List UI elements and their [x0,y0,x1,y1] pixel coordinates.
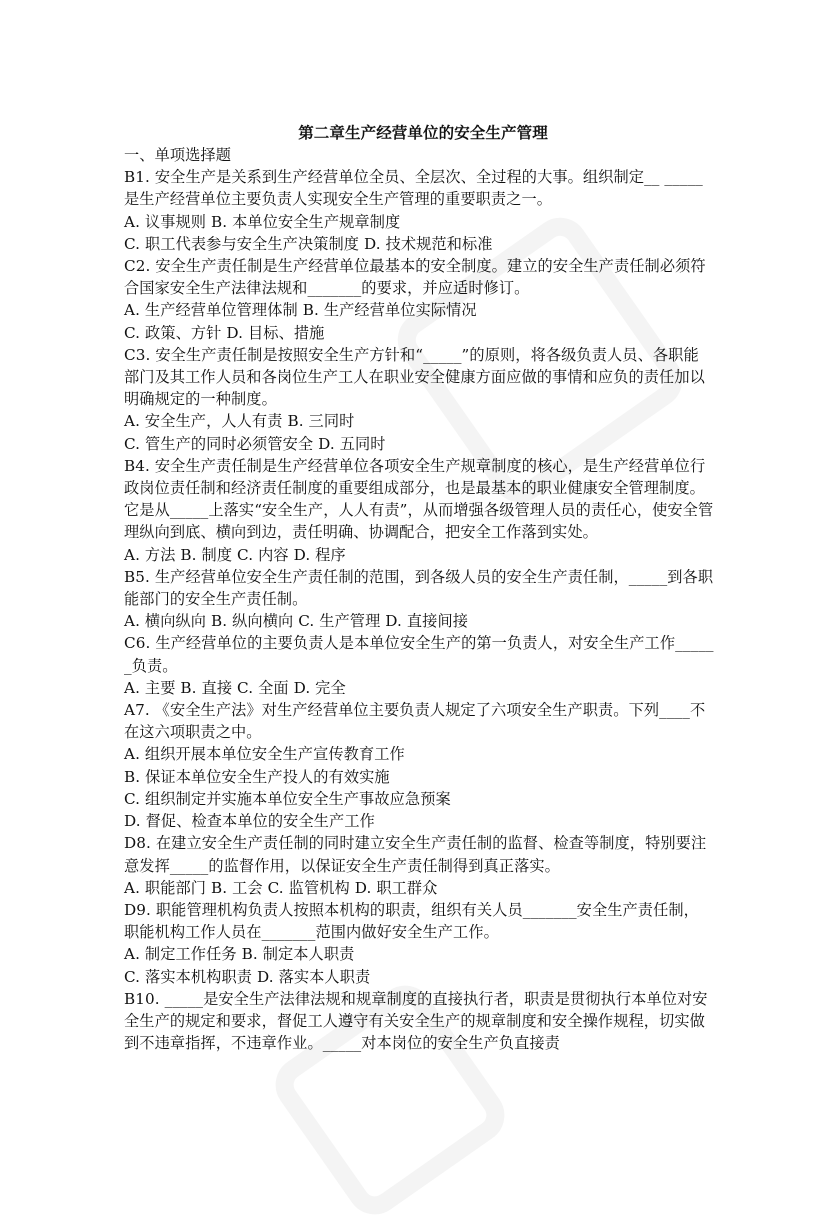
option-line: B. 保证本单位安全生产投人的有效实施 [124,767,390,786]
option-line: C. 落实本机构职责 D. 落实本人职责 [124,967,371,986]
option-line: A. 议事规则 B. 本单位安全生产规章制度 [124,212,401,231]
option-line: A. 方法 B. 制度 C. 内容 D. 程序 [124,545,346,564]
question-d9: D9. 职能管理机构负责人按照本机构的职责，组织有关人员_______安全生产责任制，职能机构工作人员在_______范围内做好安全生产工作。 [124,900,699,942]
option-line: A. 主要 B. 直接 C. 全面 D. 完全 [124,678,346,697]
option-line: D. 督促、检查本单位的安全生产工作 [124,812,375,831]
option-line: C. 组织制定并实施本单位安全生产事故应急预案 [124,789,451,808]
option-line: A. 组织开展本单位安全生产宣传教育工作 [124,745,405,764]
question-d8: D8. 在建立安全生产责任制的同时建立安全生产责任制的监督、检查等制度，特别要注意发挥_____的监督作用，以保证安全生产责任制得到真正落实。 [124,834,707,875]
question-b5: B5. 生产经营单位安全生产责任制的范围，到各级人员的安全生产责任制，_____到各职能部门的安全生产责任制。 [124,567,714,609]
option-line: A. 生产经营单位管理体制 B. 生产经营单位实际情况 [124,301,477,320]
chapter-title: 第二章生产经营单位的安全生产管理 [298,123,548,142]
option-line: A. 横向纵向 B. 纵向横向 C. 生产管理 D. 直接间接 [124,612,469,631]
question-b1: B1. 安全生产是关系到生产经营单位全员、全层次、全过程的大事。组织制定__ _____是生产经营单位主要负责人实现安全生产管理的重要职责之一。 [124,168,703,209]
question-c6: C6. 生产经营单位的主要负责人是本单位安全生产的第一负责人，对安全生产工作______负责。 [124,634,714,675]
question-c3: C3. 安全生产责任制是按照安全生产方针和“_____”的原则，将各级负责人员、各职能部门及其工作人员和各岗位生产工人在职业安全健康方面应做的事情和应负的责任加以明确规定的一种制度。 [124,345,705,409]
option-line: A. 职能部门 B. 工会 C. 监管机构 D. 职工群众 [124,878,438,897]
section-heading: 一、单项选择题 [124,146,232,164]
option-line: A. 安全生产，人人有责 B. 三同时 [124,412,355,431]
option-line: C. 职工代表参与安全生产决策制度 D. 技术规范和标准 [124,234,493,253]
option-line: C. 管生产的同时必须管安全 D. 五同时 [124,434,386,453]
option-line: A. 制定工作任务 B. 制定本人职责 [124,945,355,964]
question-a7: A7. 《安全生产法》对生产经营单位主要负责人规定了六项安全生产职责。下列____不在这六项职责之中。 [124,701,706,742]
question-b4: B4. 安全生产责任制是生产经营单位各项安全生产规章制度的核心，是生产经营单位行政岗位责任制和经济责任制度的重要组成部分，也是最基本的职业健康安全管理制度。它是从_____上落实“安全生产，人人有责”，从而增强各级管理人员的责任心，使安全管理纵向到底、横向到边，责任明确、协调配合，把安全工作落到实处。 [124,456,714,542]
document-page [124,122,714,1054]
option-line: C. 政策、方针 D. 目标、措施 [124,323,325,342]
question-b10: B10. _____是安全生产法律法规和规章制度的直接执行者，职责是贯彻执行本单位对安全生产的规定和要求，督促工人遵守有关安全生产的规章制度和安全操作规程，切实做到不违章指挥，不违章作业。_____对本岗位的安全生产负直接责 [124,989,708,1053]
question-c2: C2. 安全生产责任制是生产经营单位最基本的安全制度。建立的安全生产责任制必须符合国家安全生产法律法规和_______的要求，并应适时修订。 [124,257,706,298]
